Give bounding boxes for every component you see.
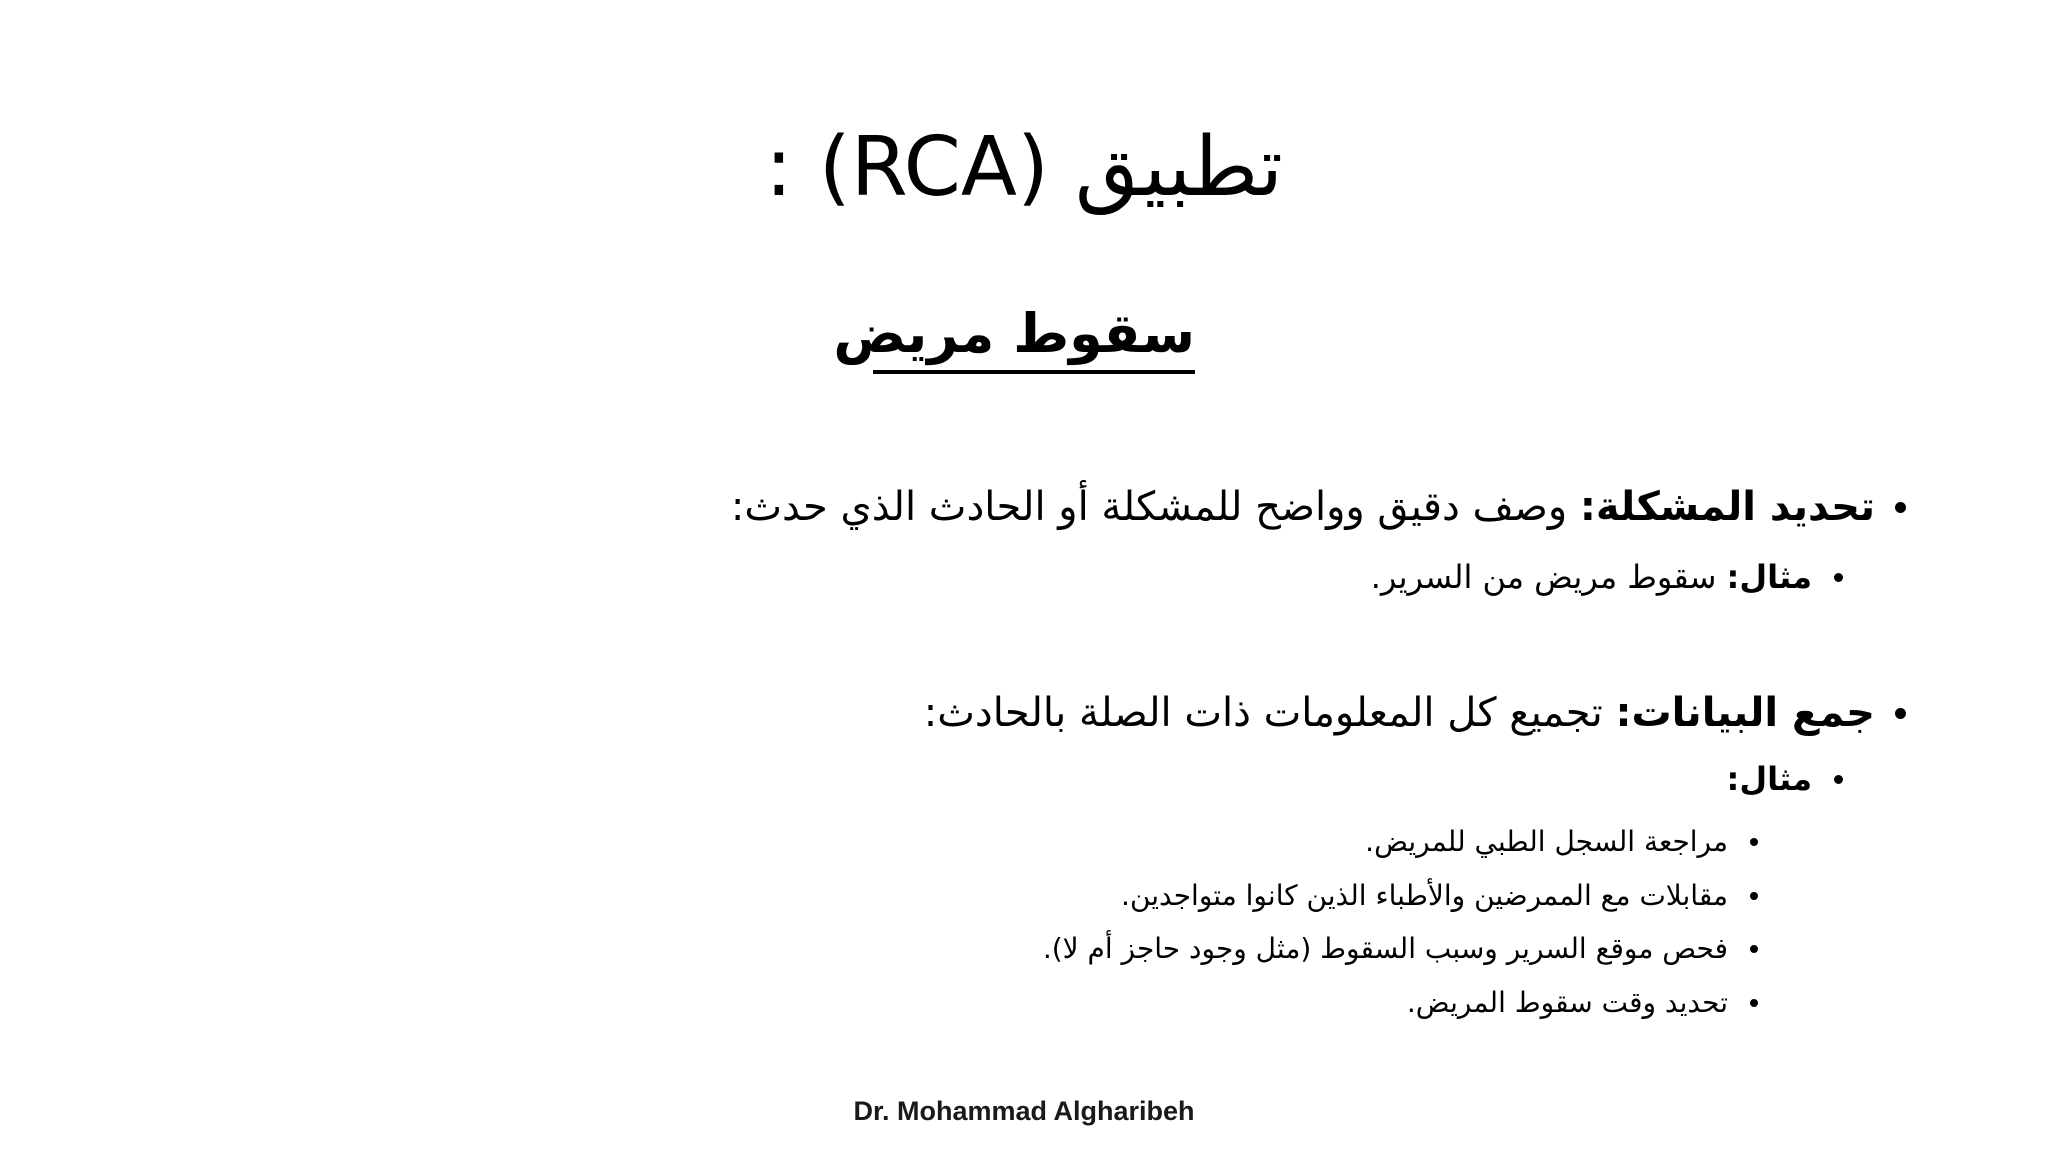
problem-example-bullet [1371, 554, 1843, 600]
list-item [1365, 821, 1758, 863]
problem-example-label: مثال: [1726, 558, 1812, 596]
bullet-dot-icon [1895, 502, 1906, 513]
list-item-text: تحديد وقت سقوط المريض. [1406, 986, 1728, 1019]
bullet-dot-icon [1750, 838, 1758, 846]
list-item-text: فحص موقع السرير وسبب السقوط (مثل وجود حاجز أم لا). [1042, 932, 1728, 965]
problem-definition-text: وصف دقيق وواضح للمشكلة أو الحادث الذي حدث: [730, 484, 1580, 530]
problem-definition-label: تحديد المشكلة: [1579, 484, 1875, 530]
data-example-label: مثال: [1726, 760, 1812, 798]
bullet-dot-icon [1750, 892, 1758, 900]
slide-title: تطبيق (RCA) : [765, 120, 1283, 215]
bullet-dot-icon [1834, 573, 1843, 582]
list-item [1407, 982, 1758, 1024]
problem-definition-bullet [731, 478, 1906, 536]
data-collection-text: تجميع كل المعلومات ذات الصلة بالحادث: [923, 690, 1616, 736]
list-item-text: مراجعة السجل الطبي للمريض. [1365, 825, 1728, 858]
bullet-dot-icon [1834, 775, 1843, 784]
slide-subtitle: سقوط مريض [873, 298, 1195, 374]
bullet-dot-icon [1895, 708, 1906, 719]
data-example-bullet [1727, 756, 1843, 802]
bullet-dot-icon [1750, 945, 1758, 953]
list-item [1043, 928, 1758, 970]
problem-example-text: سقوط مريض من السرير. [1370, 558, 1727, 596]
data-collection-label: جمع البيانات: [1615, 690, 1875, 736]
list-item [1121, 875, 1758, 917]
data-collection-bullet [924, 684, 1906, 742]
list-item-text: مقابلات مع الممرضين والأطباء الذين كانوا متواجدين. [1121, 879, 1728, 912]
bullet-dot-icon [1750, 999, 1758, 1007]
slide-footer-author: Dr. Mohammad Algharibeh [853, 1096, 1195, 1126]
